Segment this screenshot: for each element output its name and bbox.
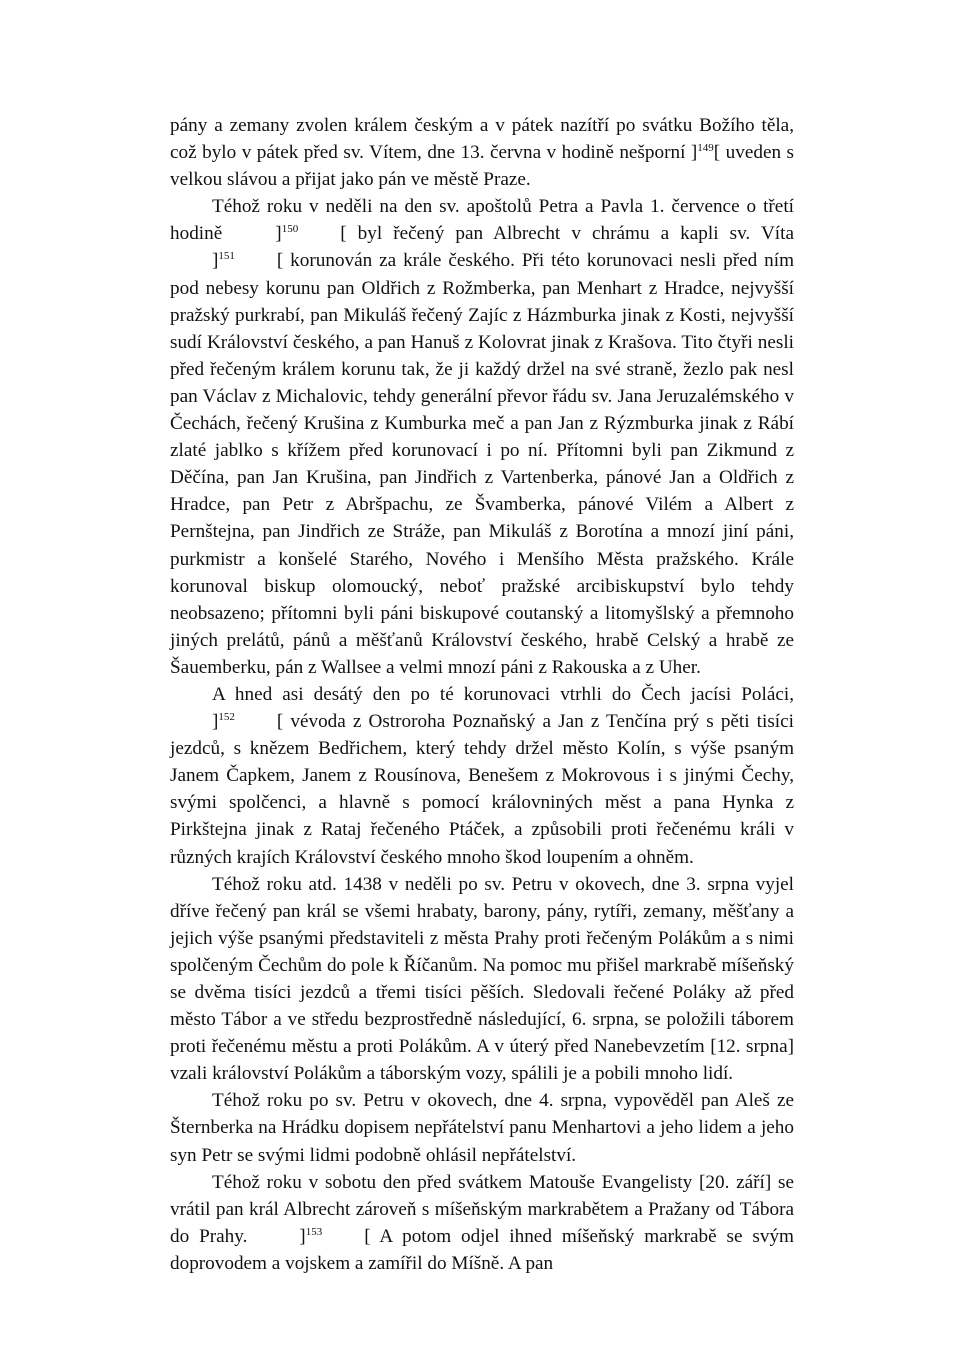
paragraph-text: Téhož roku po sv. Petru v okovech, dne 4. srpna, vypověděl pan Aleš ze Šternberka na Hrádku dopisem nepřátelství panu Menhartovi a jeho lidem a jeho syn Petr se svými lidmi podobně ohlásil nepřátelství.	[170, 1090, 794, 1166]
paragraph-6	[170, 1169, 794, 1277]
bracket-close: ]	[212, 250, 219, 272]
paragraph-text: A hned asi desátý den po té korunovaci vtrhli do Čech jacísi Poláci,	[212, 683, 794, 705]
page-marker	[170, 711, 283, 732]
paragraph-text: Téhož roku v neděli na den sv. apoštolů Petra a Pavla 1. července o třetí hodině	[170, 196, 794, 245]
page-marker-number: 149	[697, 142, 714, 155]
bracket-close: ]	[212, 711, 219, 733]
page-marker-number: 153	[305, 1225, 323, 1238]
bracket-open: [	[276, 711, 284, 733]
page-marker	[170, 250, 283, 271]
bracket-open: [	[340, 223, 347, 245]
paragraph-4	[170, 871, 794, 1088]
page-marker	[257, 1226, 370, 1247]
bracket-close: ]	[275, 223, 282, 245]
paragraph-1	[170, 112, 794, 193]
page-marker-number: 150	[281, 223, 299, 236]
paragraph-2	[170, 193, 794, 681]
paragraph-text: uveden s velkou slávou a přijat jako pán ve městě Praze.	[170, 142, 794, 191]
bracket-open: [	[364, 1225, 371, 1247]
page-marker	[233, 223, 346, 244]
page-marker-number: 151	[218, 250, 235, 263]
paragraph-text: vévoda z Ostroroha Poznaňský a Jan z Tenčína prý s pěti tisíci jezdců, s knězem Bedřichem, který tehdy držel město Kolín, s výše psaným Janem Čapkem, Janem z Rousínova, Benešem z Mokrovous i s jinými Čechy, svými spolčenci, a hlavně s pomocí královniných měst a pana Hynka z Pirkštejna jinak z Rataj řečeného Ptáček, a způsobili proti řečenému králi v různých krajích Království českého mnoho škod loupením a ohněm.	[170, 711, 794, 868]
paragraph-text: A potom odjel ihned míšeňský markrabě se svým doprovodem a vojskem a zamířil do Míšně. A pan	[170, 1225, 794, 1274]
paragraph-text: korunován za krále českého. Při této korunovaci nesli před ním pod nebesy korunu pan Oldřich z Rožmberka, pan Menhart z Hradce, nejvyšší pražský purkrabí, pan Mikuláš řečený Zajíc z Házmburka jinak z Kosti, nejvyšší sudí Království českého, a pan Hanuš z Kolovrat jinak z Krašova. Tito čtyři nesli před řečeným králem korunu tak, že ji každý držel na své straně, žezlo pak nesl pan Václav z Michalovic, tehdy generální převor řádu sv. Jana Jeruzalémského v Čechách, řečený Krušina z Kumburka meč a pan Jan z Rýzmburka jinak z Rábí zlaté jablko s křížem před korunovací i po ní. Přítomni byli pan Zikmund z Děčína, pan Jan Krušina, pan Jindřich z Vartenberka, pánové Jan a Oldřich z Hradce, pan Petr z Abršpachu, ze Švamberka, pánové Vilém a Albert z Pernštejna, pan Jindřich ze Stráže, pan Mikuláš z Borotína a mnozí jiní páni, purkmistr a konšelé Starého, Nového i Menšího Města pražského. Krále korunoval biskup olomoucký, neboť pražské arcibiskupství bylo tehdy neobsazeno; přítomni byli páni biskupové coutanský a litomyšlský a přemnoho jiných prelátů, pánů a měšťanů Království českého, hrabě Celský a hrabě ze Šauemberku, pán z Wallsee a velmi mnozí páni z Rakouska a z Uher.	[170, 250, 794, 678]
page-text	[170, 112, 794, 1277]
paragraph-text: Téhož roku v sobotu den před svátkem Matouše Evangelisty [20. září] se vrátil pan král Albrecht zároveň s míšeňským markrabětem a Pražany od Tábora do Prahy.	[170, 1171, 794, 1247]
bracket-close: ]	[299, 1225, 306, 1247]
paragraph-5	[170, 1087, 794, 1168]
bracket-open: [	[713, 142, 721, 164]
page-marker-number: 152	[218, 711, 235, 724]
bracket-open: [	[276, 250, 284, 272]
paragraph-text: Téhož roku atd. 1438 v neděli po sv. Petru v okovech, dne 3. srpna vyjel dříve řečený pan král se všemi hrabaty, barony, pány, rytíři, zemany, měšťany a jejich výše psanými představiteli z města Prahy proti řečeným Polákům a s nimi spolčeným Čechům do pole k Říčanům. Na pomoc mu přišel markrabě míšeňský se dvěma tisíci jezdců a třemi tisíci pěších. Sledovali řečené Poláky až před město Tábor a ve středu bezprostředně následující, 6. srpna, se položili táborem proti řečenému městu a proti Polákům. A v úterý před Nanebevzetím [12. srpna] vzali království Polákům a táborským vozy, spálili je a pobili mnoho lidí.	[170, 873, 794, 1085]
paragraph-text: byl řečený pan Albrecht v chrámu a kapli sv. Víta	[346, 223, 794, 245]
paragraph-3	[170, 681, 794, 871]
page-marker	[691, 142, 720, 163]
paragraph-text: pány a zemany zvolen králem českým a v pátek nazítří po svátku Božího těla, což bylo v pátek před sv. Vítem, dne 13. června v hodině nešporní	[170, 115, 794, 164]
bracket-close: ]	[690, 142, 698, 164]
